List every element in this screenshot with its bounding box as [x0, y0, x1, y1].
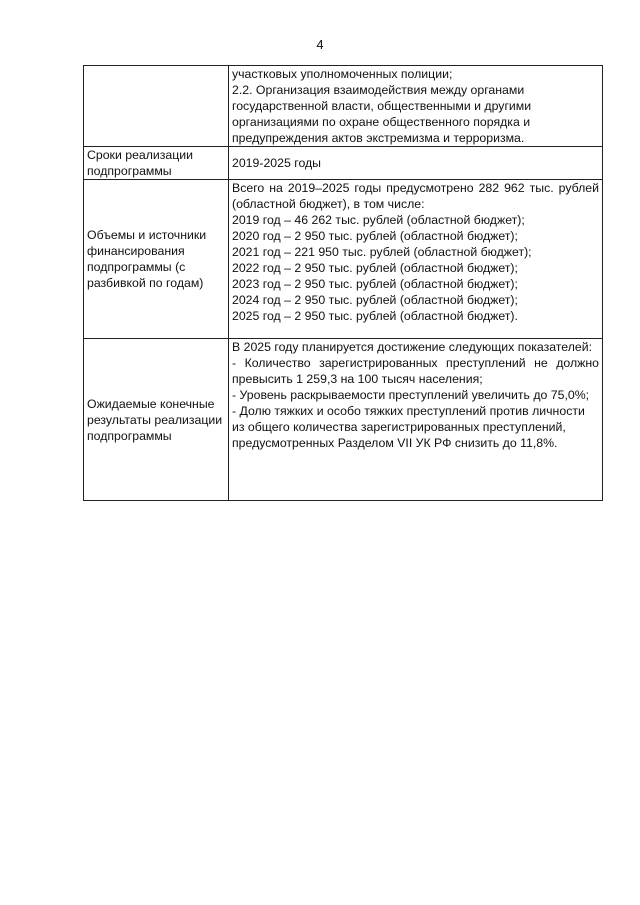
finance-total: Всего на 2019–2025 годы предусмотрено 282 962 тыс. рублей (областной бюджет), в том числе: [232, 181, 599, 211]
finance-year-2025: 2025 год – 2 950 тыс. рублей (областной бюджет). [232, 309, 518, 323]
terms-value: 2019-2025 годы [232, 156, 322, 170]
finance-year-2021: 2021 год – 221 950 тыс. рублей (областной бюджет); [232, 245, 532, 259]
results-item-solve-rate: - Уровень раскрываемости преступлений увеличить до 75,0%; [232, 388, 590, 402]
tasks-line-2: 2.2. Организация взаимодействия между органами государственной власти, общественными и другими организациями по охране общественного порядка и предупреждения актов экстремизма и терроризма. [232, 83, 532, 145]
results-value-cell [229, 339, 603, 501]
terms-label-cell: Сроки реализации подпрограммы [84, 147, 229, 180]
results-label-cell: Ожидаемые конечные результаты реализации подпрограммы [84, 339, 229, 501]
tasks-value-cell [229, 66, 603, 147]
table-row-tasks [84, 66, 603, 147]
finance-label-cell: Объемы и источники финансирования подпрограммы (с разбивкой по годам) [84, 180, 229, 339]
table-row-results [84, 339, 603, 501]
page-number: 4 [316, 37, 324, 52]
tasks-label-cell [84, 66, 229, 147]
finance-year-2023: 2023 год – 2 950 тыс. рублей (областной бюджет); [232, 277, 518, 291]
finance-value-cell [229, 180, 603, 339]
terms-value-cell [229, 147, 603, 180]
finance-year-2022: 2022 год – 2 950 тыс. рублей (областной бюджет); [232, 261, 518, 275]
tasks-line-1: участковых уполномоченных полиции; [232, 67, 453, 81]
finance-year-2020: 2020 год – 2 950 тыс. рублей (областной бюджет); [232, 229, 518, 243]
finance-year-2024: 2024 год – 2 950 тыс. рублей (областной бюджет); [232, 293, 518, 307]
results-item-crimes-count: - Количество зарегистрированных преступлений не должно превысить 1 259,3 на 100 тысяч населения; [232, 356, 599, 386]
table-row-finance [84, 180, 603, 339]
results-item-grave-crimes: - Долю тяжких и особо тяжких преступлений против личности из общего количества зарегистрированных преступлений, предусмотренных Разделом VII УК РФ снизить до 11,8%. [232, 404, 585, 450]
finance-year-2019: 2019 год – 46 262 тыс. рублей (областной бюджет); [232, 213, 525, 227]
subprogram-passport-table [83, 65, 603, 501]
results-intro: В 2025 году планируется достижение следующих показателей: [232, 340, 593, 354]
table-row-terms [84, 147, 603, 180]
